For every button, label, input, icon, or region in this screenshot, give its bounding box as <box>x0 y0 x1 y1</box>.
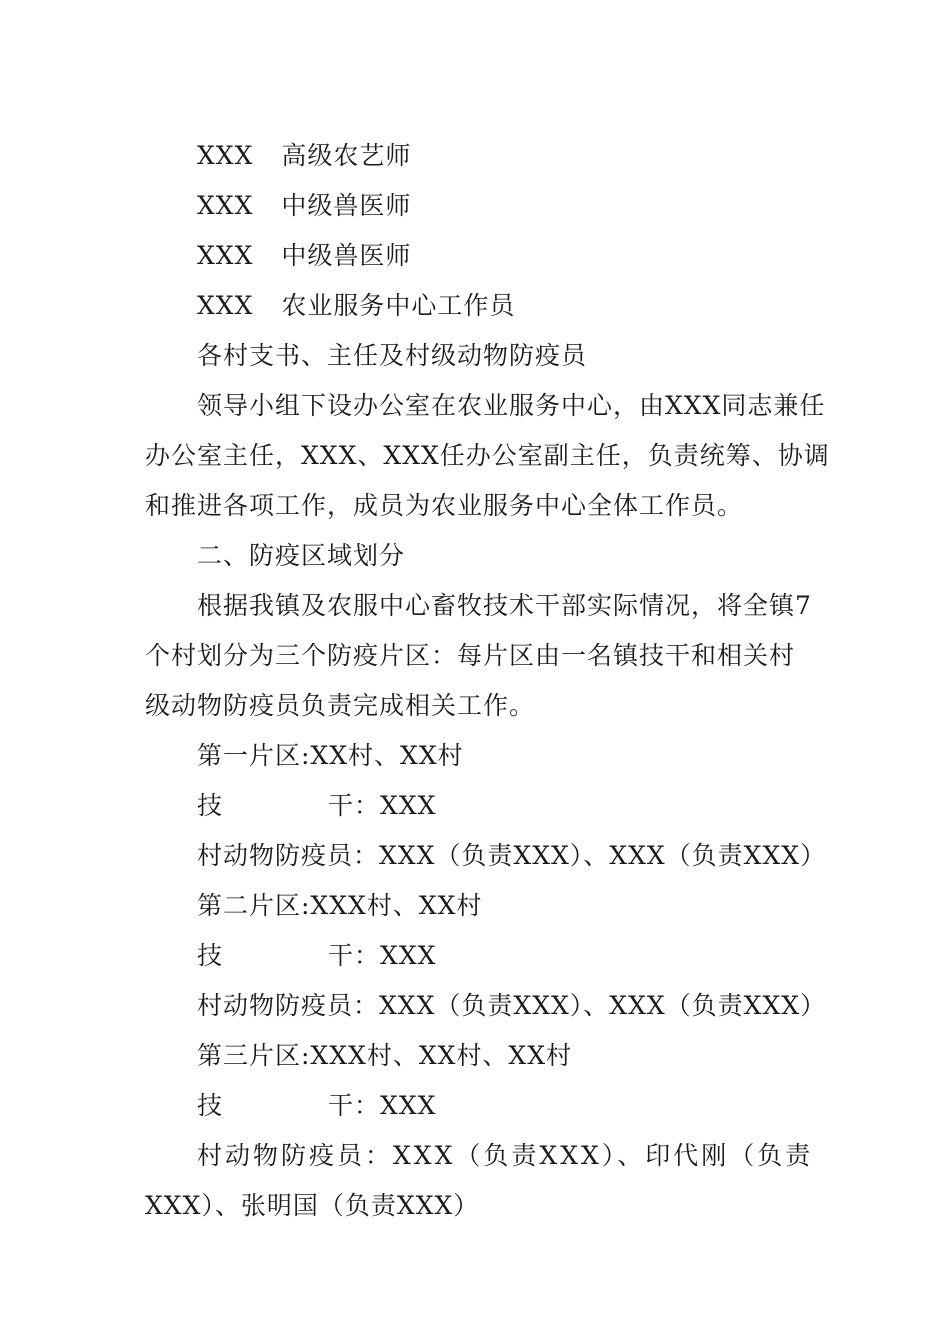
member-row <box>197 136 411 172</box>
member-row <box>197 236 411 272</box>
office-paragraph-line: 办公室主任，XXX、XXX任办公室副主任，负责统筹、协调 <box>145 441 830 470</box>
zone-title: 第二片区:XXX村、XX村 <box>197 891 483 920</box>
zone-title: 第三片区:XXX村、XX村、XX村 <box>197 1041 573 1070</box>
member-row <box>197 186 411 222</box>
tech-label: 技 <box>197 941 224 970</box>
member-name: XXX <box>197 141 254 170</box>
tech-label: 技 <box>197 791 224 820</box>
division-paragraph-line: 个村划分为三个防疫片区：每片区由一名镇技干和相关村 <box>145 641 796 670</box>
zone-technician <box>197 936 436 972</box>
office-paragraph-line: 领导小组下设办公室在农业服务中心，由XXX同志兼任 <box>197 391 826 420</box>
member-name: XXX <box>197 241 254 270</box>
tech-value: 干：XXX <box>328 1091 437 1120</box>
village-members-line: 各村支书、主任及村级动物防疫员 <box>197 341 588 370</box>
member-title: 中级兽医师 <box>281 241 412 270</box>
zone-title: 第一片区:XX村、XX村 <box>197 741 464 770</box>
zone-staff: XXX）、张明国（负责XXX） <box>145 1191 480 1220</box>
division-paragraph-line: 级动物防疫员负责完成相关工作。 <box>145 691 536 720</box>
tech-value: 干：XXX <box>328 941 437 970</box>
section-heading: 二、防疫区域划分 <box>197 541 406 570</box>
zone-technician <box>197 786 436 822</box>
tech-label: 技 <box>197 1091 224 1120</box>
zone-staff: 村动物防疫员：XXX（负责XXX）、印代刚（负责 <box>197 1141 814 1170</box>
member-name: XXX <box>197 291 254 320</box>
member-title: 高级农艺师 <box>281 141 412 170</box>
member-title: 中级兽医师 <box>281 191 412 220</box>
zone-technician <box>197 1086 436 1122</box>
member-name: XXX <box>197 191 254 220</box>
zone-staff: 村动物防疫员：XXX（负责XXX）、XXX（负责XXX） <box>197 841 827 870</box>
zone-staff: 村动物防疫员：XXX（负责XXX）、XXX（负责XXX） <box>197 991 827 1020</box>
member-title: 农业服务中心工作员 <box>281 291 516 320</box>
division-paragraph-line: 根据我镇及农服中心畜牧技术干部实际情况，将全镇7 <box>197 591 812 620</box>
office-paragraph-line: 和推进各项工作，成员为农业服务中心全体工作员。 <box>145 491 744 520</box>
tech-value: 干：XXX <box>328 791 437 820</box>
member-row <box>197 286 515 322</box>
